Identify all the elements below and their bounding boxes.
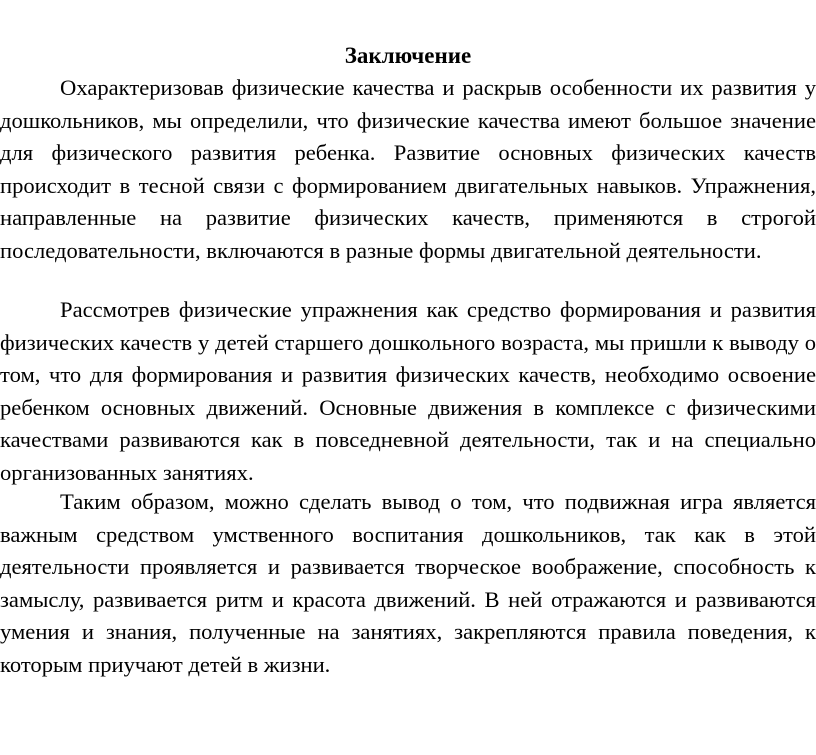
paragraph-3: Таким образом, можно сделать вывод о том, что подвижная игра является важным средством умственного воспитания дошкольников, так как в этой деятельности проявляется и развивается творческое воображение, способность к замыслу, развивается ритм и красота движений. В ней отражаются и развиваются умения и знания, полученные на занятиях, закрепляются правила поведения, к которым приучают детей в жизни.	[0, 489, 816, 677]
paragraph-1: Охарактеризовав физические качества и раскрыв особенности их развития у дошкольников, мы определили, что физические качества имеют большое значение для физического развития ребенка. Развитие основных физических качеств происходит в тесной связи с формированием двигательных навыков. Упражнения, направленные на развитие физических качеств, применяются в строгой последовательности, включаются в разные формы двигательной деятельности.	[0, 75, 816, 263]
document-title: Заключение	[344, 43, 472, 68]
paragraph-2: Рассмотрев физические упражнения как средство формирования и развития физических качеств у детей старшего дошкольного возраста, мы пришли к выводу о том, что для формирования и развития физических качеств, необходимо освоение ребенком основных движений. Основные движения в комплексе с физическими качествами развиваются как в повседневной деятельности, так и на специально организованных занятиях.	[0, 297, 816, 485]
